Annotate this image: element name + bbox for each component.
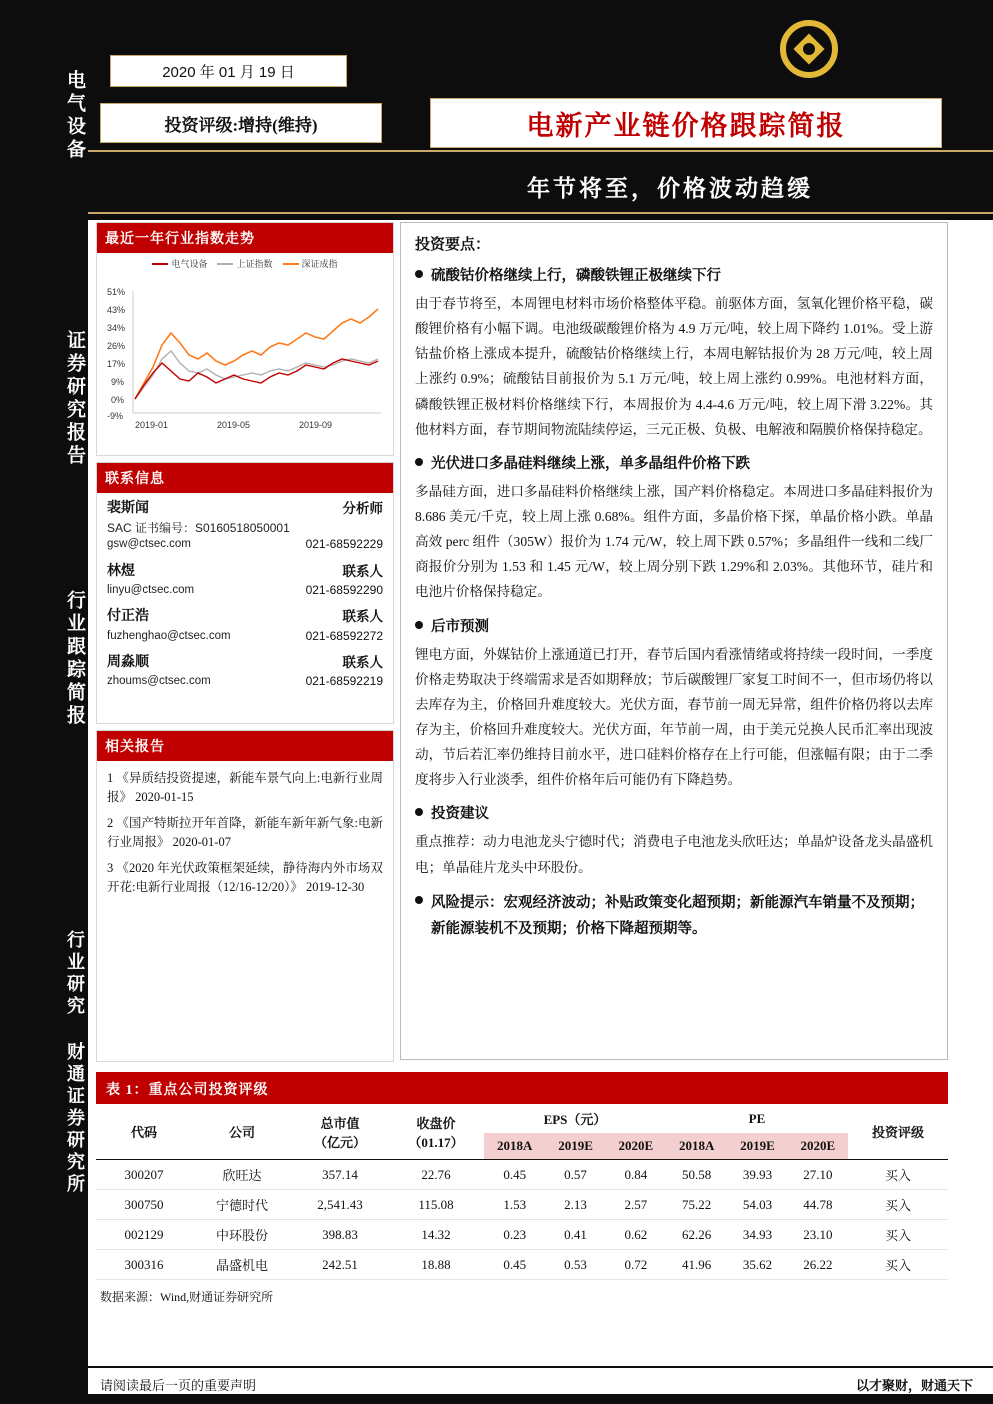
chart-legend	[97, 257, 393, 270]
cell-eps-2020e: 2.57	[606, 1190, 666, 1220]
contact-contact-2	[107, 628, 383, 645]
left-side-band	[0, 0, 88, 1404]
contact-card	[96, 462, 394, 724]
cell-eps-2020e: 0.84	[606, 1160, 666, 1190]
svg-text:34%: 34%	[107, 323, 126, 333]
contact-mail-1[interactable]: linyu@ctsec.com	[107, 583, 195, 596]
cell-pe-2020e: 26.22	[788, 1250, 848, 1280]
table-row	[96, 1220, 948, 1250]
svg-text:2019-01: 2019-01	[135, 420, 169, 430]
report-subtitle: 年节将至，价格波动趋缓	[527, 176, 813, 201]
section-paragraph-0: 由于春节将至，本周锂电材料市场价格整体平稳。前驱体方面，氢氧化锂价格平稳，碳酸锂价格有小幅下调。电池级碳酸锂价格为 4.9 万元/吨，较上周下降约 1.01%。受上游钴盐价格上涨成本提升，硫酸钴价格继续上行，本周电解钴报价为 28 万元/吨，较上周上涨约 0.9%；硫酸钴目前报价为 5.1 万元/吨，较上周上涨约 0.99%。电池材料方面，磷酸铁锂正极材料价格继续下行，本周报价为 4.4-4.6 万元/吨，较上周下滑 3.22%。其他材料方面，春节期间物流陆续停运，三元正极、负极、电解液和隔膜价格保持稳定。	[415, 296, 933, 437]
section-title-3: 投资建议	[431, 806, 489, 823]
cell-eps-2019e: 0.41	[545, 1220, 605, 1250]
industry-index-chart-card	[96, 222, 394, 456]
svg-text:2019-05: 2019-05	[217, 420, 251, 430]
contact-role-0: 分析师	[342, 501, 383, 516]
footer-slogan: 以才聚财，财通天下	[855, 1378, 973, 1393]
legend-label-2: 深证成指	[301, 259, 338, 269]
th-closeprice	[388, 1104, 484, 1160]
th-marketcap	[292, 1104, 388, 1160]
table-row	[96, 1190, 948, 1220]
cell-price: 14.32	[388, 1220, 484, 1250]
cell-pe-2019e: 54.03	[727, 1190, 787, 1220]
th-marketcap-l2: （亿元）	[313, 1134, 366, 1150]
chart-title: 最近一年行业指数走势	[97, 223, 393, 253]
legend-item-2	[283, 257, 338, 270]
report-title-text: 电新产业链价格跟踪简报	[526, 110, 846, 141]
investment-rating-box	[100, 103, 382, 143]
report-title-box	[430, 98, 942, 148]
legend-item-0	[152, 257, 207, 270]
cell-code: 002129	[96, 1220, 192, 1250]
table-header-row-1	[96, 1104, 948, 1133]
cell-rating: 买入	[848, 1220, 948, 1250]
th-code: 代码	[130, 1125, 157, 1140]
contact-name-0: 裴斯闻	[107, 501, 149, 516]
cell-eps-2020e: 0.72	[606, 1250, 666, 1280]
contact-role-2: 联系人	[342, 609, 383, 625]
cell-cap: 242.51	[292, 1250, 388, 1280]
cell-pe-2020e: 27.10	[788, 1160, 848, 1190]
th-closeprice-l1: 收盘价	[416, 1115, 456, 1131]
cell-pe-2020e: 23.10	[788, 1220, 848, 1250]
footer-bottom-bar	[0, 1394, 993, 1404]
cell-company: 宁德时代	[192, 1190, 292, 1220]
svg-text:51%: 51%	[107, 287, 126, 297]
contact-row	[107, 653, 383, 673]
cell-pe-2019e: 34.93	[727, 1220, 787, 1250]
section-paragraph-1: 多晶硅方面，进口多晶硅料价格继续上涨，国产料价格稳定。本周进口多晶硅料报价为 8.686 美元/千克，较上周上涨 0.68%。组件方面，多晶价格下探，单晶价格小跌。单晶高效 perc 组件（305W）报价为 1.74 元/W，较上周下跌 0.57%；多晶组件一线和二线厂商报价分别为 1.53 和 1.45 元/W，较上周分别下跌 1.29%和 2.03%。其他环节，硅片和电池片价格保持稳定。	[415, 483, 933, 600]
section-bullet-4	[415, 890, 933, 942]
contact-contact-0	[107, 536, 383, 553]
cell-rating: 买入	[848, 1190, 948, 1220]
cell-pe-2018a: 41.96	[666, 1250, 727, 1280]
cell-price: 18.88	[388, 1250, 484, 1280]
section-bullet-0	[415, 264, 933, 285]
report-date	[110, 55, 347, 87]
investment-rating-text: 投资评级:增持(维持)	[164, 115, 318, 135]
svg-text:43%: 43%	[107, 305, 126, 315]
side-label-research: 证券研究报告	[64, 330, 85, 468]
contact-name-1: 林煜	[107, 563, 135, 579]
cell-eps-2018a: 0.45	[484, 1160, 545, 1190]
contact-sac-0: SAC 证书编号：S0160518050001	[107, 521, 290, 536]
list-item[interactable]: 2 《国产特斯拉开年首降，新能车新年新气象:电新行业周报》 2020-01-07	[107, 815, 383, 850]
table-source-note: 数据来源：Wind,财通证券研究所	[100, 1290, 274, 1304]
cell-rating: 买入	[848, 1160, 948, 1190]
th-pe-2020e: 2020E	[788, 1133, 848, 1160]
cell-company: 晶盛机电	[192, 1250, 292, 1280]
contact-mail-2[interactable]: fuzhenghao@ctsec.com	[107, 629, 231, 642]
main-heading: 投资要点：	[415, 237, 491, 253]
contact-contact-3	[107, 673, 383, 690]
th-marketcap-l1: 总市值	[320, 1115, 360, 1131]
cell-pe-2018a: 62.26	[666, 1220, 727, 1250]
th-pe-group: PE	[748, 1110, 766, 1126]
cell-pe-2018a: 75.22	[666, 1190, 727, 1220]
th-eps-2020e: 2020E	[606, 1133, 666, 1160]
key-companies-table	[96, 1104, 948, 1280]
contact-role-1: 联系人	[342, 563, 383, 579]
related-reports-title: 相关报告	[97, 731, 393, 761]
th-rating: 投资评级	[871, 1125, 924, 1140]
cell-code: 300316	[96, 1250, 192, 1280]
bullet-dot-icon	[415, 808, 423, 816]
cell-pe-2019e: 35.62	[727, 1250, 787, 1280]
cell-eps-2018a: 0.45	[484, 1250, 545, 1280]
cell-code: 300207	[96, 1160, 192, 1190]
cell-eps-2018a: 1.53	[484, 1190, 545, 1220]
cell-eps-2019e: 0.53	[545, 1250, 605, 1280]
side-label-brief: 行业跟踪简报	[64, 590, 85, 728]
cell-cap: 2,541.43	[292, 1190, 388, 1220]
contact-title: 联系信息	[97, 463, 393, 493]
svg-text:0%: 0%	[111, 395, 125, 405]
th-closeprice-l2: （01.17）	[408, 1134, 464, 1150]
contact-name-2: 付正浩	[107, 609, 149, 625]
svg-text:17%: 17%	[107, 359, 126, 369]
contact-row	[107, 607, 383, 627]
bullet-dot-icon	[415, 270, 423, 278]
contact-rows	[97, 493, 393, 691]
contact-phone-3: 021-68592219	[305, 674, 383, 689]
section-title-0: 硫酸钴价格继续上行，磷酸铁锂正极继续下行	[431, 268, 721, 284]
section-paragraph-3: 重点推荐：动力电池龙头宁德时代；消费电子电池龙头欣旺达；单晶炉设备龙头晶盛机电；单晶硅片龙头中环股份。	[415, 834, 933, 875]
section-title-2: 后市预测	[431, 618, 489, 635]
side-label-institute: 行业研究 财通证券研究所	[65, 930, 85, 1196]
cell-eps-2020e: 0.62	[606, 1220, 666, 1250]
contact-mail-3[interactable]: zhoums@ctsec.com	[107, 675, 211, 688]
section-paragraph-2: 锂电方面，外媒钴价上涨通道已打开，春节后国内看涨情绪或将持续一段时间，一季度价格走势取决于终端需求是否如期释放；节后碳酸锂厂家复工时间不一，但市场仍将以去库存为主，价格回升难度较大。光伏方面，春节前一周无异常，组件价格仍将以去库存为主，价格回升难度较大。光伏方面，年节前一周，由于美元兑换人民币汇率出现波动，节后若汇率仍维持目前水平，进口硅料价格存在上行可能，但涨幅有限；由于二季度将步入行业淡季，组件价格年后可能仍有下降趋势。	[415, 646, 933, 788]
contact-row	[107, 562, 383, 582]
main-content	[400, 222, 948, 1060]
footer-disclaimer: 请阅读最后一页的重要声明	[100, 1378, 257, 1393]
cell-pe-2018a: 50.58	[666, 1160, 727, 1190]
list-item[interactable]: 3 《2020 年光伏政策框架延续，静待海内外市场双开花:电新行业周报（12/16-12/20）》 2019-12-30	[107, 860, 383, 894]
svg-text:9%: 9%	[111, 377, 125, 387]
key-companies-table-card	[96, 1072, 948, 1314]
svg-text:26%: 26%	[107, 341, 126, 351]
contact-name-3: 周淼顺	[107, 655, 149, 671]
list-item[interactable]: 1 《异质结投资提速，新能车景气向上:电新行业周报》 2020-01-15	[107, 771, 383, 805]
legend-label-0: 电气设备	[171, 259, 208, 269]
table-row	[96, 1160, 948, 1190]
cell-cap: 398.83	[292, 1220, 388, 1250]
bullet-dot-icon	[415, 458, 423, 466]
svg-text:2019-09: 2019-09	[299, 420, 333, 430]
report-date-text: 2020 年 01 月 19 日	[162, 63, 295, 81]
contact-contact-1	[107, 582, 383, 599]
contact-mail-0[interactable]: gsw@ctsec.com	[107, 538, 191, 551]
header-gold-divider	[88, 150, 993, 152]
company-logo-icon	[778, 18, 840, 80]
cell-eps-2019e: 2.13	[545, 1190, 605, 1220]
related-reports-list	[97, 761, 393, 911]
chart-area	[97, 257, 393, 449]
th-eps-group: EPS（元）	[543, 1112, 607, 1127]
section-title-4: 风险提示：宏观经济波动；补贴政策变化超预期；新能源汽车销量不及预期；新能源装机不及预期；价格下降超预期等。	[431, 894, 924, 937]
section-bullet-2	[415, 615, 933, 636]
header-gold-divider-2	[88, 212, 993, 214]
related-reports-card	[96, 730, 394, 1062]
cell-pe-2020e: 44.78	[788, 1190, 848, 1220]
table-title: 表 1：重点公司投资评级	[96, 1074, 948, 1104]
cell-price: 22.76	[388, 1160, 484, 1190]
section-title-1: 光伏进口多晶硅料继续上涨，单多晶组件价格下跌	[431, 455, 750, 472]
cell-code: 300750	[96, 1190, 192, 1220]
contact-phone-2: 021-68592272	[305, 628, 383, 643]
section-bullet-1	[415, 452, 933, 473]
svg-text:-9%: -9%	[107, 411, 124, 421]
contact-role-3: 联系人	[342, 655, 383, 671]
th-eps-2019e: 2019E	[545, 1133, 605, 1160]
footer-divider	[88, 1366, 993, 1368]
contact-row	[107, 499, 383, 519]
cell-pe-2019e: 39.93	[727, 1160, 787, 1190]
cell-eps-2019e: 0.57	[545, 1160, 605, 1190]
cell-eps-2018a: 0.23	[484, 1220, 545, 1250]
side-label-industry: 电气设备	[64, 70, 85, 162]
section-bullet-3	[415, 802, 933, 823]
contact-phone-1: 021-68592290	[305, 582, 383, 597]
th-pe-2018a: 2018A	[666, 1133, 727, 1160]
th-eps-2018a: 2018A	[484, 1133, 545, 1160]
chart-plot	[105, 283, 385, 433]
bullet-dot-icon	[415, 896, 423, 904]
legend-item-1	[217, 257, 272, 270]
th-pe-2019e: 2019E	[727, 1133, 787, 1160]
legend-label-1: 上证指数	[236, 259, 273, 269]
cell-company: 欣旺达	[192, 1160, 292, 1190]
bullet-dot-icon	[415, 621, 423, 629]
contact-phone-0: 021-68592229	[305, 537, 383, 552]
table-row	[96, 1250, 948, 1280]
cell-price: 115.08	[388, 1190, 484, 1220]
th-company: 公司	[228, 1125, 255, 1140]
cell-company: 中环股份	[192, 1220, 292, 1250]
cell-cap: 357.14	[292, 1160, 388, 1190]
cell-rating: 买入	[848, 1250, 948, 1280]
